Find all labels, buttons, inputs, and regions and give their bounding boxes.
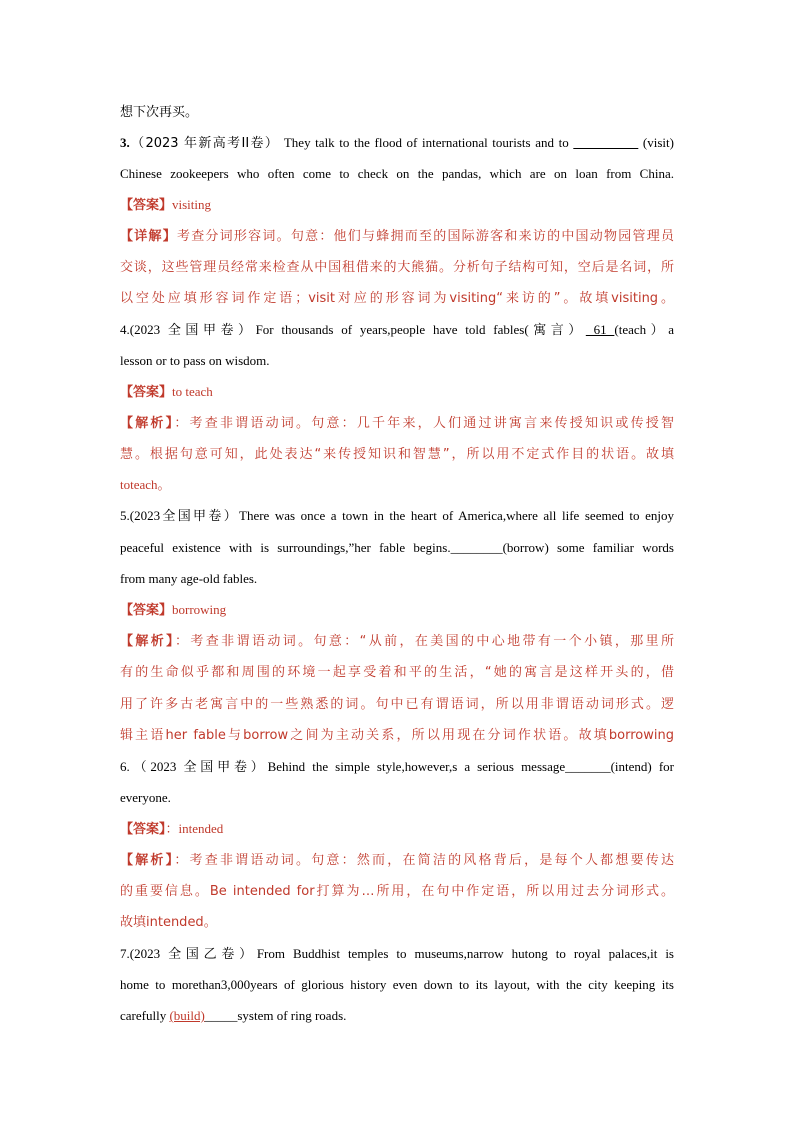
- text-line: [120, 882, 674, 901]
- text-line: [120, 601, 674, 620]
- text-run: 【答案】: [120, 385, 173, 400]
- text-line: [120, 507, 674, 525]
- text-run: （2023 年新高考II卷）: [129, 136, 280, 151]
- text-line: [120, 383, 674, 402]
- text-line: [120, 820, 674, 839]
- text-line: [120, 539, 674, 557]
- text-run: 3.: [120, 135, 130, 150]
- text-run: 的重要信息。Be intended for打算为…所用，在句中作定语，所以用过去分词形式。: [120, 884, 674, 899]
- text-run: 【答案】: [120, 603, 173, 618]
- text-line: [120, 726, 674, 745]
- text-line: [120, 945, 674, 963]
- text-run: ：: [165, 822, 179, 837]
- text-line: [120, 289, 674, 308]
- text-line: [120, 103, 674, 122]
- text-run: peaceful existence with is surroundings,”her fable begins.________(borrow) some familiar words: [120, 540, 674, 555]
- text-run: borrowing: [172, 602, 227, 617]
- text-run: 【解析】: [120, 853, 175, 868]
- text-run: 故填intended。: [120, 915, 217, 930]
- text-run: (visit): [638, 135, 674, 150]
- text-run: to teach: [172, 384, 213, 399]
- text-run: 【答案】: [120, 822, 166, 837]
- text-run: carefully: [120, 1008, 170, 1023]
- text-line: [120, 414, 674, 433]
- text-run: 辑主语her fable与borrow之间为主动关系，所以用现在分词作状语。故填borrowing: [120, 728, 674, 743]
- text-run: intended: [178, 821, 224, 836]
- text-run: (build): [169, 1008, 205, 1023]
- text-line: [120, 789, 674, 807]
- text-line: [120, 196, 674, 215]
- text-line: [120, 258, 674, 277]
- text-run: visiting: [172, 197, 212, 212]
- text-run: ：考查非谓语动词。句意：然而，在简洁的风格背后，是每个人都想要传达: [174, 853, 674, 868]
- text-run: from many age-old fables.: [120, 571, 258, 586]
- text-line: [120, 321, 674, 339]
- text-run: 6.（2023 全国甲卷）Behind the simple style,however,s a serious message_______(intend) for: [120, 759, 674, 774]
- text-line: [120, 758, 674, 776]
- text-run: 想下次再买。: [120, 105, 199, 120]
- text-line: [120, 695, 674, 714]
- text-run: 【解析】: [120, 634, 176, 649]
- text-run: (teach）a: [614, 322, 674, 337]
- text-run: _____system of ring roads.: [204, 1008, 347, 1023]
- text-run: everyone.: [120, 790, 171, 805]
- text-run: 4.(2023 全国甲卷）For thousands of years,people have told fables(寓言）: [120, 322, 586, 337]
- text-run: 【详解】: [120, 229, 177, 244]
- text-run: ：考查非谓语动词。句意：几千年来，人们通过讲寓言来传授知识或传授智: [174, 416, 674, 431]
- text-run: 考查分词形容词。句意：他们与蜂拥而至的国际游客和来访的中国动物园管理员: [176, 229, 674, 244]
- text-run: toteach。: [120, 477, 171, 492]
- text-run: 有的生命似乎都和周围的环境一起享受着和平的生活，“她的寓言是这样开头的，借: [120, 665, 674, 680]
- text-line: [120, 445, 674, 464]
- text-run: 5.(2023全国甲卷）There was once a town in the heart of America,where all life seemed to enjoy: [120, 508, 674, 523]
- text-line: [120, 913, 674, 932]
- text-run: 以空处应填形容词作定语；visit对应的形容词为visiting“来访的”。故填visiting。: [120, 291, 674, 306]
- text-run: Chinese zookeepers who often come to check on the pandas, which are on loan from China.: [120, 166, 674, 181]
- text-line: [120, 227, 674, 246]
- text-line: [120, 851, 674, 870]
- text-line: [120, 352, 674, 370]
- text-run: [573, 135, 638, 150]
- text-run: 【答案】: [120, 198, 173, 213]
- text-line: [120, 570, 674, 588]
- text-run: 交谈，这些管理员经常来检查从中国租借来的大熊猫。分析句子结构可知，空后是名词，所: [120, 260, 674, 275]
- text-line: [120, 1007, 674, 1025]
- text-run: home to morethan3,000years of glorious history even down to its layout, with the city keeping its: [120, 977, 674, 992]
- text-run: lesson or to pass on wisdom.: [120, 353, 270, 368]
- text-line: [120, 476, 674, 494]
- text-run: 7.(2023 全国乙卷）From Buddhist temples to museums,narrow hutong to royal palaces,it is: [120, 946, 674, 961]
- text-run: ：考查非谓语动词。句意：“从前，在美国的中心地带有一个小镇，那里所: [175, 634, 674, 649]
- text-run: 用了许多古老寓言中的一些熟悉的词。句中已有谓语词，所以用非谓语动词形式。逻: [120, 697, 674, 712]
- text-line: [120, 663, 674, 682]
- text-line: [120, 632, 674, 651]
- text-run: 慧。根据句意可知，此处表达“来传授知识和智慧”，所以用不定式作目的状语。故填: [120, 447, 674, 462]
- text-run: 61: [585, 322, 615, 337]
- text-line: [120, 976, 674, 994]
- text-run: 【解析】: [120, 416, 175, 431]
- text-line: [120, 134, 674, 153]
- text-line: [120, 165, 674, 183]
- text-run: They talk to the flood of international tourists and to: [279, 135, 574, 150]
